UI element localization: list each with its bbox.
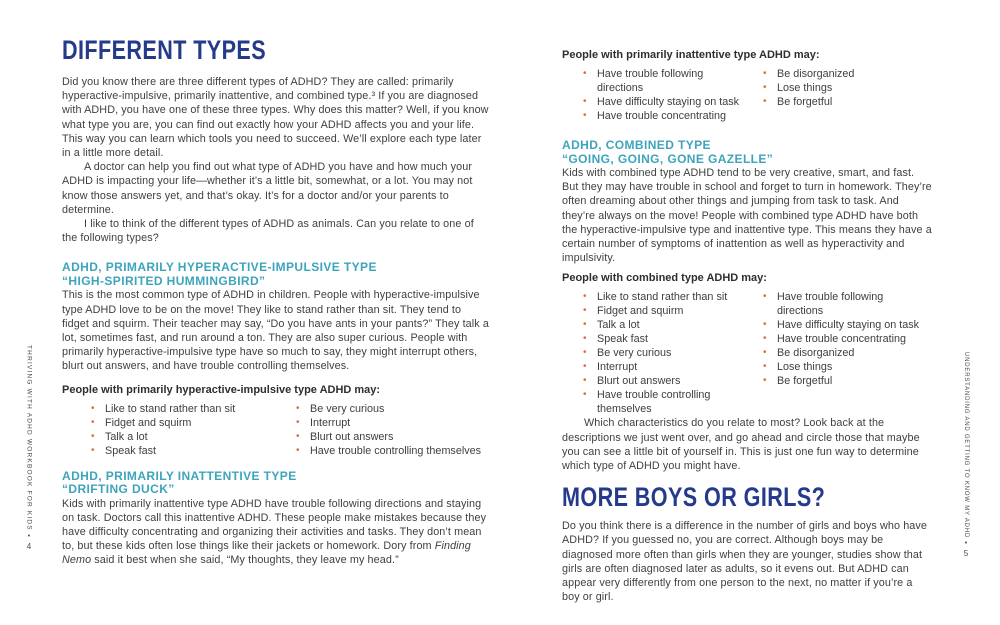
left-page-number: 4 [26, 541, 32, 551]
bullet-item: • Be disorganized [760, 346, 932, 360]
bullet-item: • Lose things [760, 81, 932, 95]
hyperactive-bullet-list [88, 402, 490, 458]
bullet-item: • Have trouble controlling themselves [293, 444, 490, 458]
right-page-number: 5 [963, 549, 969, 559]
inattentive-list-intro: People with primarily inattentive type ADHD may: [562, 49, 820, 61]
combined-section-heading [562, 139, 932, 166]
combined-heading-line2: “GOING, GOING, GONE GAZELLE” [562, 151, 774, 166]
bullet-item: • Interrupt [580, 360, 752, 374]
boys-girls-paragraph: Do you think there is a difference in the number of girls and boys who have ADHD? If you guessed no, you are correct. Although boys may be diagnosed more often than girls when they are younger, studies show that girls are often diagnosed later as adults, so it evens out. But ADHD can appear very differently from one person to the next, no matter if you’re a boy or girl. [562, 520, 928, 604]
hyperactive-heading-line1: ADHD, PRIMARILY HYPERACTIVE-IMPULSIVE TYPE [62, 260, 377, 275]
inattentive-heading-line1: ADHD, PRIMARILY INATTENTIVE TYPE [62, 468, 297, 483]
bullet-item: • Like to stand rather than sit [88, 402, 285, 416]
finding-nemo-italic: Finding Nemo [62, 540, 471, 567]
combined-bullet-list [580, 290, 932, 416]
bullet-item: • Like to stand rather than sit [580, 290, 752, 304]
bullet-item: • Be disorganized [760, 67, 932, 81]
bullet-item: • Lose things [760, 360, 932, 374]
bullet-item: • Have difficulty staying on task [760, 318, 932, 332]
inattentive-body-part2: said it best when she said, “My thoughts, they leave my head.” [91, 554, 399, 567]
left-running-head-text: THRIVING WITH ADHD WORKBOOK FOR KIDS [25, 345, 33, 531]
hyperactive-body-paragraph: This is the most common type of ADHD in children. People with hyperactive-impulsive type ADHD love to be on the move! They like to stand rather than sit. They tend to fidget and squirm. Their teacher may say, “Do you have ants in your pants?” They talk a lot, sometimes fast, and run around a ton. They are also super curious. People with primarily hyperactive-impulsive type have so much to say, they might interrupt others, blurt out answers, and have trouble controlling themselves. [62, 289, 489, 373]
inattentive-body-paragraph [62, 497, 490, 568]
bullet-item: • Speak fast [88, 444, 285, 458]
bullet-item: • Have difficulty staying on task [580, 95, 752, 109]
animals-paragraph: I like to think of the different types of ADHD as animals. Can you relate to one of the following types? [62, 218, 474, 245]
bullet-item: • Blurt out answers [293, 430, 490, 444]
page-title-text: DIFFERENT TYPES [62, 35, 267, 65]
bullet-item: • Talk a lot [580, 318, 752, 332]
bullet-item: • Fidget and squirm [88, 416, 285, 430]
right-running-head [958, 352, 974, 558]
inattentive-bullet-list [580, 67, 932, 123]
right-running-head-dot: • [964, 540, 968, 548]
bullet-item: • Be very curious [580, 346, 752, 360]
hyperactive-list-intro: People with primarily hyperactive-impulsive type ADHD may: [62, 383, 381, 396]
left-running-head-dot: • [27, 532, 31, 540]
bullet-item: • Talk a lot [88, 430, 285, 444]
bullet-item: • Fidget and squirm [580, 304, 752, 318]
closing-paragraph: Which characteristics do you relate to most? Look back at the descriptions we just went over, and go ahead and circle those that maybe you can see a little bit of yourself in. This is just one fun way to determine which type of ADHD you might have. [562, 417, 920, 473]
bullet-item: • Be forgetful [760, 374, 932, 388]
page-title-different-types [62, 36, 490, 64]
combined-list-intro: People with combined type ADHD may: [562, 272, 767, 285]
bullet-item: • Have trouble concentrating [580, 109, 752, 123]
right-page [562, 48, 932, 604]
combined-heading-line1: ADHD, COMBINED TYPE [562, 138, 711, 152]
bullet-item: • Have trouble controlling themselves [580, 388, 752, 416]
combined-body-paragraph: Kids with combined type ADHD tend to be very creative, smart, and fast. But they may have trouble in school and forget to turn in homework. They’re often dreaming about other things and jumping from task to task. And they’re always on the move! People with combined type ADHD have both the hyperactive-impulsive type and inattentive type. This means they have a certain number of symptoms of inattention as well as hyperactivity and impulsivity. [562, 167, 932, 265]
hyperactive-section-heading [62, 261, 490, 288]
bullet-item: • Have trouble concentrating [760, 332, 932, 346]
boys-girls-title-text: MORE BOYS OR GIRLS? [562, 482, 826, 513]
bullet-item: • Have trouble following directions [580, 67, 752, 95]
right-running-head-text: UNDERSTANDING AND GETTING TO KNOW MY ADHD [963, 352, 969, 539]
bullet-item: • Be forgetful [760, 95, 932, 109]
inattentive-body-part1: Kids with primarily inattentive type ADHD have trouble following directions and staying on task. Doctors call this inattentive ADHD. These people make mistakes because they have difficulty concentrating and organizing their activities and tasks. They don’t mean to, but these kids often lose things like their jackets or homework. Dory from [62, 497, 487, 553]
bullet-item: • Speak fast [580, 332, 752, 346]
page-title-more-boys-or-girls [562, 483, 932, 511]
left-page [62, 36, 490, 568]
doctor-paragraph: A doctor can help you find out what type of ADHD you have and how much your ADHD is impacting your life—whether it’s a little bit, somewhat, or a lot. You may not know those answers yet, and that’s okay. It’s for a doctor and/or your parents to determine. [62, 161, 473, 216]
inattentive-section-heading [62, 470, 490, 497]
bullet-item: • Have trouble following directions [760, 290, 932, 318]
bullet-item: • Be very curious [293, 402, 490, 416]
intro-paragraph: Did you know there are three different types of ADHD? They are called: primarily hyperactive-impulsive, primarily inattentive, and combined type.³ If you are diagnosed with ADHD, you have one of these three types. Why does this matter? Well, if you know what type you are, you can find out exactly how your ADHD affects you and your life. This way you can learn which tools you need to succeed. We’ll explore each type later in a little more detail. [62, 76, 489, 160]
left-running-head [21, 345, 37, 551]
hyperactive-heading-line2: “HIGH-SPIRITED HUMMINGBIRD” [62, 273, 266, 288]
inattentive-heading-line2: “DRIFTING DUCK” [62, 482, 175, 497]
bullet-item: • Blurt out answers [580, 374, 752, 388]
bullet-item: • Interrupt [293, 416, 490, 430]
